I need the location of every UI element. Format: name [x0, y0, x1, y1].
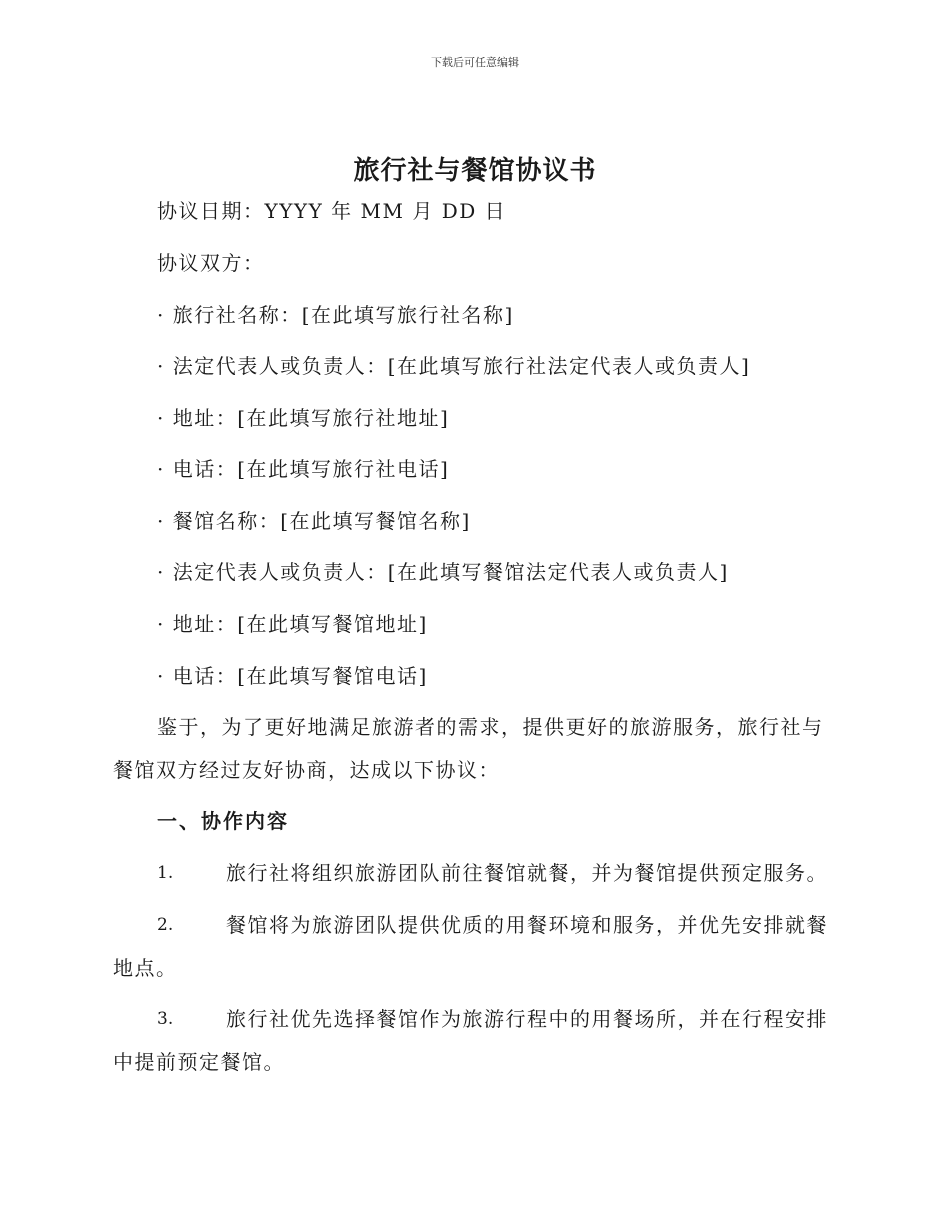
preamble-line: 餐馆双方经过友好协商，达成以下协议：	[113, 758, 500, 782]
preamble-line: 鉴于，为了更好地满足旅游者的需求，提供更好的旅游服务，旅行社与	[157, 715, 824, 739]
list-number: 2.	[157, 915, 174, 935]
party-item: · 地址：[在此填写餐馆地址]	[157, 612, 428, 636]
section-heading: 一、协作内容	[157, 809, 289, 833]
party-item: · 餐馆名称：[在此填写餐馆名称]	[157, 509, 471, 533]
list-item-continuation: 中提前预定餐馆。	[113, 1050, 285, 1074]
party-item: · 法定代表人或负责人：[在此填写餐馆法定代表人或负责人]	[157, 560, 729, 584]
list-item-continuation: 地点。	[113, 956, 178, 980]
list-item-text: 旅行社优先选择餐馆作为旅游行程中的用餐场所，并在行程安排	[226, 1007, 828, 1031]
list-item-text: 餐馆将为旅游团队提供优质的用餐环境和服务，并优先安排就餐	[226, 913, 828, 937]
party-item: · 电话：[在此填写餐馆电话]	[157, 664, 428, 688]
document-title: 旅行社与餐馆协议书	[353, 156, 597, 186]
list-number: 3.	[157, 1009, 174, 1029]
party-item: · 电话：[在此填写旅行社电话]	[157, 457, 450, 481]
parties-heading: 协议双方：	[157, 251, 265, 275]
party-item: · 旅行社名称：[在此填写旅行社名称]	[157, 303, 514, 327]
list-number: 1.	[157, 863, 174, 883]
list-item-text: 旅行社将组织旅游团队前往餐馆就餐，并为餐馆提供预定服务。	[226, 861, 828, 885]
party-item: · 地址：[在此填写旅行社地址]	[157, 406, 450, 430]
party-item: · 法定代表人或负责人：[在此填写旅行社法定代表人或负责人]	[157, 354, 751, 378]
page-header-note: 下载后可任意编辑	[431, 56, 519, 69]
agreement-date: 协议日期：YYYY 年 MM 月 DD 日	[157, 199, 507, 223]
